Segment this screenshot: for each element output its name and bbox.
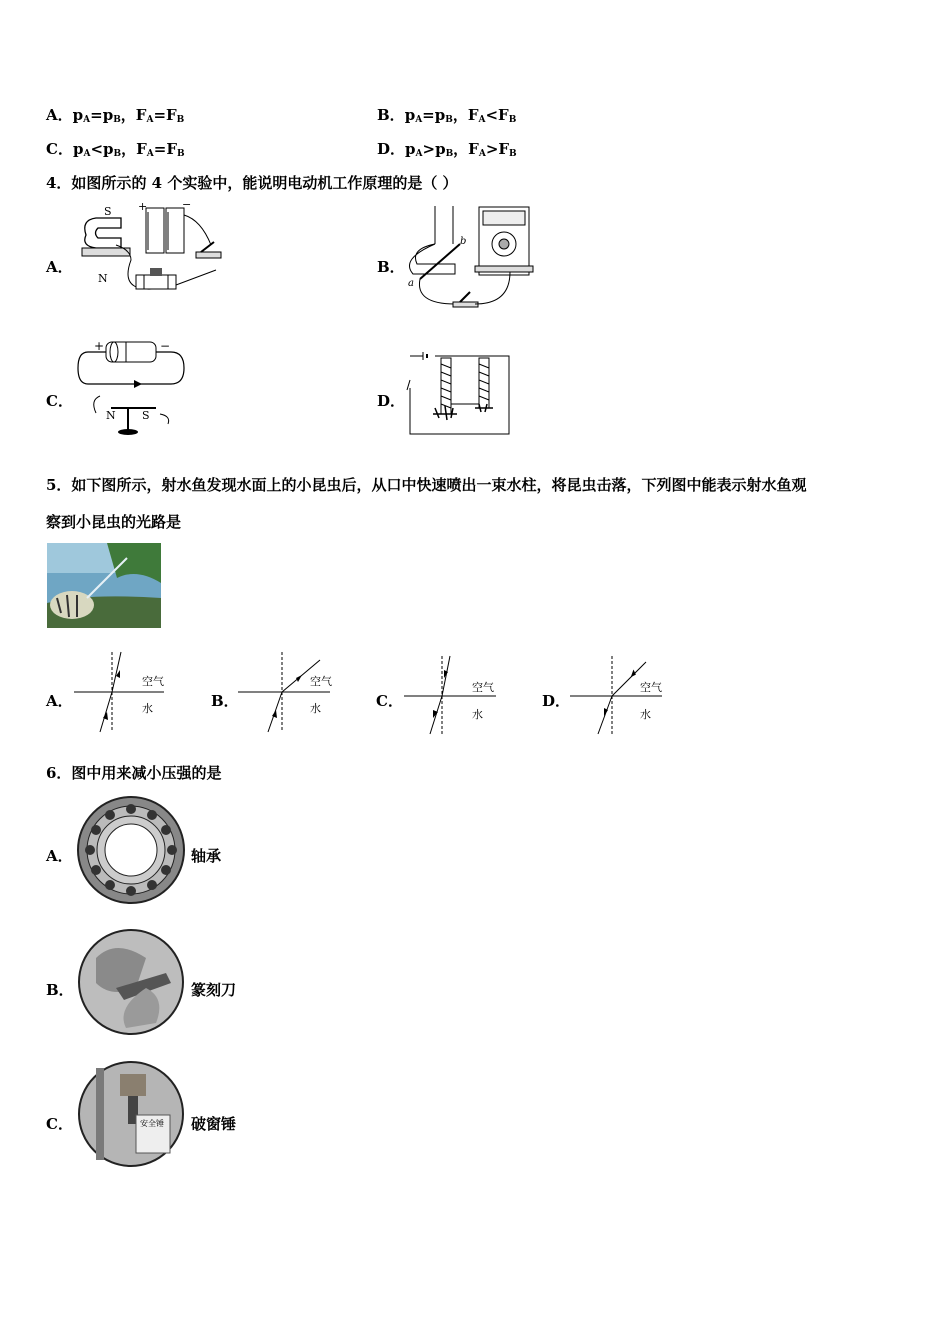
- label-n: N: [106, 409, 116, 422]
- label-minus: −: [160, 339, 171, 353]
- bearing-image: [76, 794, 186, 906]
- label-plus: +: [138, 200, 148, 213]
- label-n: N: [98, 272, 108, 285]
- q5-diagram-a: [74, 650, 174, 735]
- q3-option-d: D．$p_A>p_B$，$F_A>F_B$: [377, 140, 517, 159]
- label-air: 空气: [472, 681, 494, 694]
- q6-option-a-letter: A．: [46, 847, 73, 865]
- q5-option-d-label: D．: [542, 692, 571, 710]
- q4-figure-b: [405, 204, 535, 314]
- label-s: S: [142, 409, 150, 422]
- q5-option-a-label: A．: [46, 692, 73, 710]
- archerfish-photo: [47, 543, 161, 628]
- q4-option-c-label: C．: [46, 392, 73, 410]
- label-air: 空气: [640, 681, 662, 694]
- q5-diagram-b: [238, 650, 338, 735]
- q6-option-a-caption: 轴承: [191, 847, 222, 865]
- q6-option-b-caption: 篆刻刀: [191, 981, 237, 999]
- q5-diagram-c: [404, 654, 504, 739]
- q4-figure-d: [405, 350, 515, 438]
- q3-option-c: C．$p_A<p_B$，$F_A=F_B$: [46, 140, 185, 159]
- q4-figure-c: [76, 338, 191, 438]
- q3-option-b: B．$p_A=p_B$，$F_A<F_B$: [377, 106, 517, 125]
- label-water: 水: [310, 702, 321, 715]
- q3-option-a: A．$p_A=p_B$，$F_A=F_B$: [46, 106, 185, 125]
- label-b: b: [460, 236, 467, 247]
- carving-knife-image: [76, 928, 186, 1036]
- label-air: 空气: [310, 675, 332, 688]
- q4-option-a-label: A．: [46, 258, 73, 276]
- q5-stem-line1: 5．如下图所示，射水鱼发现水面上的小昆虫后，从口中快速喷出一束水柱，将昆虫击落，下列图中能表示射水鱼观: [46, 476, 807, 494]
- q6-option-c-caption: 破窗锤: [191, 1115, 237, 1133]
- q6-option-b-letter: B．: [46, 981, 74, 999]
- q4-stem: 4．如图所示的 4 个实验中，能说明电动机工作原理的是（ ）: [46, 174, 458, 192]
- label-minus: −: [182, 200, 192, 211]
- q6-option-c-letter: C．: [46, 1115, 73, 1133]
- q5-stem-line2: 察到小昆虫的光路是: [46, 513, 182, 531]
- label-water: 水: [142, 702, 153, 715]
- label-plus: +: [94, 339, 105, 353]
- q5-option-c-label: C．: [376, 692, 403, 710]
- q4-option-d-label: D．: [377, 392, 406, 410]
- label-a: a: [408, 278, 414, 289]
- q5-option-b-label: B．: [211, 692, 239, 710]
- sign-text: 安全锤: [140, 1119, 164, 1128]
- label-s: S: [104, 205, 112, 218]
- label-air: 空气: [142, 675, 164, 688]
- q5-diagram-d: [570, 654, 670, 739]
- q6-stem: 6．图中用来减小压强的是: [46, 764, 222, 782]
- window-hammer-image: [76, 1060, 186, 1168]
- label-water: 水: [472, 708, 483, 721]
- q4-figure-a: [76, 200, 236, 300]
- q4-option-b-label: B．: [377, 258, 405, 276]
- label-water: 水: [640, 708, 651, 721]
